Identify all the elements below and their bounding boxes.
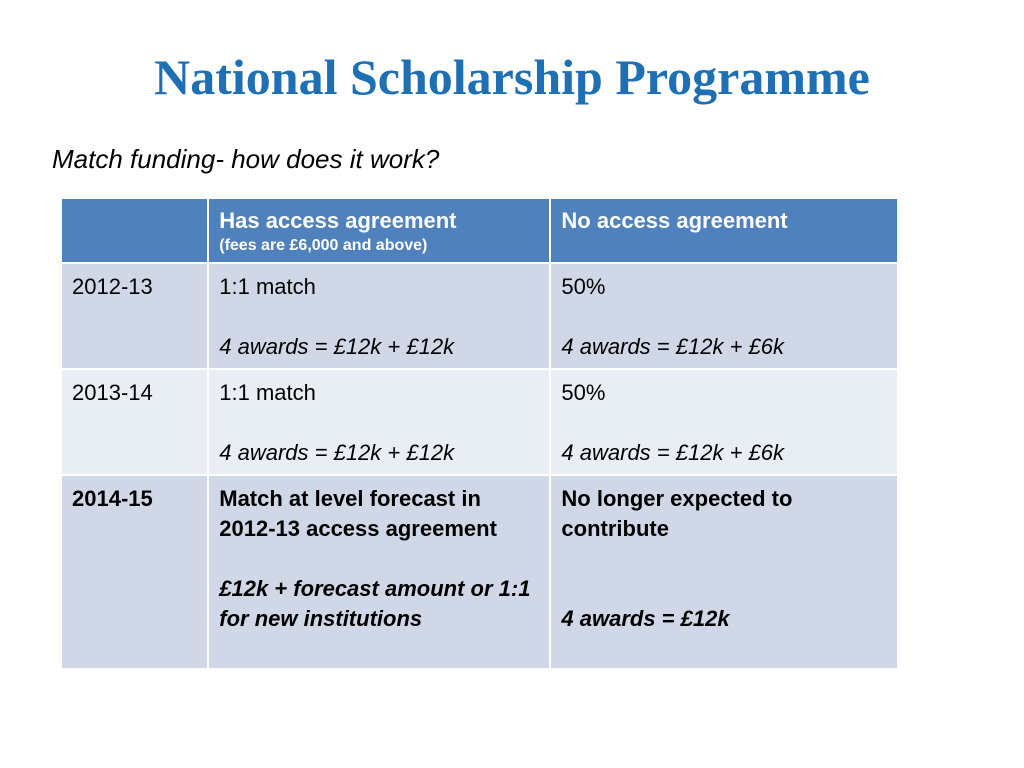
has-access-example: 4 awards = £12k + £12k (219, 334, 455, 359)
has-access-rule: 1:1 match (219, 274, 316, 299)
header-has-access-label: Has access agreement (219, 208, 457, 233)
header-has-access-note: (fees are £6,000 and above) (219, 237, 428, 254)
year-cell: 2013-14 (61, 369, 208, 475)
has-access-example: 4 awards = £12k + £12k (219, 440, 455, 465)
has-access-cell (208, 475, 550, 669)
year-cell: 2012-13 (61, 263, 208, 369)
slide-title: National Scholarship Programme (154, 49, 870, 105)
has-access-cell (208, 369, 550, 475)
header-no-access: No access agreement (550, 198, 898, 263)
header-year (61, 198, 208, 263)
no-access-cell (550, 369, 898, 475)
header-has-access (208, 198, 550, 263)
no-access-rule: 50% (561, 274, 606, 299)
no-access-rule: 50% (561, 380, 606, 405)
has-access-rule: 1:1 match (219, 380, 316, 405)
match-funding-table (60, 197, 899, 670)
no-access-example: 4 awards = £12k + £6k (561, 334, 784, 359)
no-access-cell (550, 475, 898, 669)
no-access-example: 4 awards = £12k + £6k (561, 440, 784, 465)
no-access-example: 4 awards = £12k (561, 606, 730, 631)
table-header-row (61, 198, 898, 263)
no-access-cell (550, 263, 898, 369)
table-row (61, 369, 898, 475)
table-row (61, 263, 898, 369)
table-row (61, 475, 898, 669)
has-access-example: £12k + forecast amount or 1:1 for new institutions (219, 576, 531, 631)
no-access-rule: No longer expected to contribute (561, 486, 793, 541)
has-access-cell (208, 263, 550, 369)
slide-subtitle: Match funding- how does it work? (52, 144, 440, 174)
year-cell: 2014-15 (61, 475, 208, 669)
has-access-rule: Match at level forecast in 2012-13 access agreement (219, 486, 497, 541)
